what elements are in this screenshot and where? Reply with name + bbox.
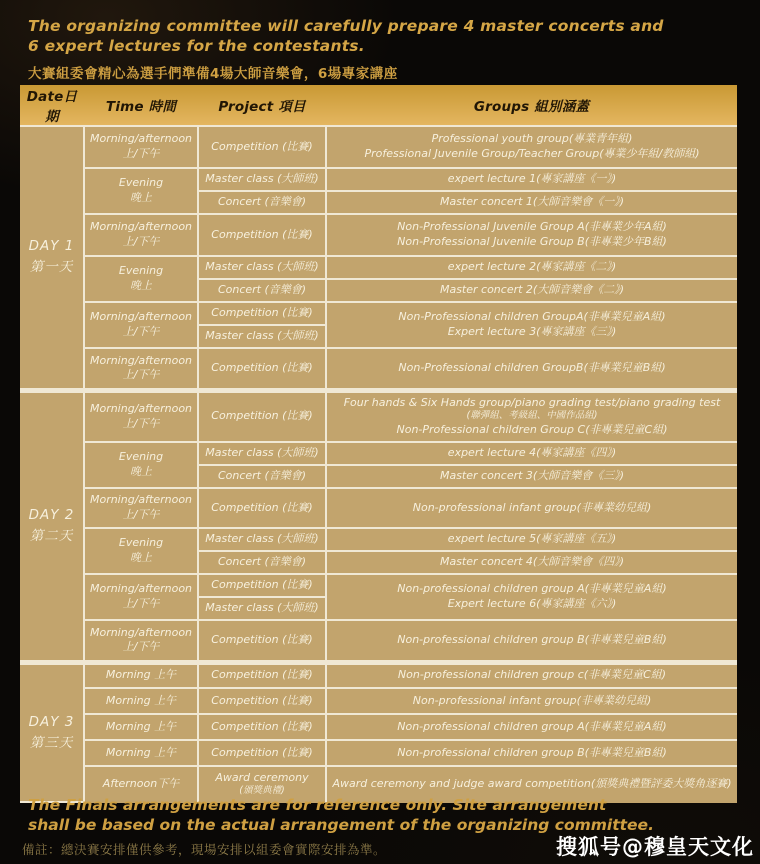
groups-cell: expert lecture 1(專家講座《一》) bbox=[326, 168, 737, 191]
day3-cell bbox=[20, 662, 84, 802]
project-cell: Competition (比賽) bbox=[198, 662, 326, 688]
footer-note-chinese: 備註：總決賽安排僅供參考，現場安排以組委會實際安排為準。 bbox=[22, 842, 387, 857]
day-label-zh: 第二天 bbox=[29, 528, 74, 544]
time-cell bbox=[84, 126, 198, 168]
page-title bbox=[28, 16, 664, 82]
groups-cell: Non-professional infant group(非專業幼兒組) bbox=[326, 688, 737, 714]
time-cell bbox=[84, 390, 198, 442]
cell-line: 上/下午 bbox=[122, 368, 160, 382]
project-cell: Competition (比賽) bbox=[198, 488, 326, 528]
cell-line: Evening bbox=[118, 176, 164, 190]
groups-cell: expert lecture 5(專家講座《五》) bbox=[326, 528, 737, 551]
cell-line: 上/下午 bbox=[122, 640, 160, 654]
groups-cell bbox=[326, 574, 737, 620]
header-row bbox=[20, 85, 737, 126]
groups-cell: Master concert 2(大師音樂會《二》) bbox=[326, 279, 737, 302]
groups-cell bbox=[326, 302, 737, 348]
groups-cell bbox=[326, 390, 737, 442]
cell-line: 上/下午 bbox=[122, 597, 160, 610]
cell-line: Morning/afternoon bbox=[89, 220, 193, 234]
time-cell bbox=[84, 488, 198, 528]
table-row bbox=[20, 574, 737, 597]
header-project: Project 項目 bbox=[198, 85, 326, 126]
day-label-en: DAY 1 bbox=[28, 238, 75, 255]
cell-line: Four hands & Six Hands group/piano grading test/piano grading test bbox=[343, 395, 721, 409]
title-english-line1: The organizing committee will carefully prepare 4 master concerts and bbox=[28, 17, 664, 35]
day-label-zh: 第一天 bbox=[29, 259, 74, 276]
table-row bbox=[20, 348, 737, 390]
day2-cell bbox=[20, 390, 84, 662]
cell-line: Professional youth group(專業青年組) bbox=[431, 132, 633, 146]
title-english-line2: 6 expert lectures for the contestants. bbox=[28, 37, 365, 55]
time-cell bbox=[84, 348, 198, 390]
project-cell: Competition (比賽) bbox=[198, 740, 326, 766]
day1-cell bbox=[20, 126, 84, 390]
time-cell bbox=[84, 168, 198, 214]
table-row bbox=[20, 620, 737, 662]
project-cell: Concert (音樂會) bbox=[198, 279, 326, 302]
project-cell: Competition (比賽) bbox=[198, 714, 326, 740]
project-cell: Competition (比賽) bbox=[198, 688, 326, 714]
cell-line: Morning/afternoon bbox=[89, 353, 193, 367]
project-cell: Concert (音樂會) bbox=[198, 465, 326, 488]
project-cell: Master class (大師班) bbox=[198, 256, 326, 279]
cell-line: Evening bbox=[118, 450, 164, 464]
groups-cell: expert lecture 2(專家講座《二》) bbox=[326, 256, 737, 279]
project-cell: Competition (比賽) bbox=[198, 574, 326, 597]
schedule-table-container bbox=[20, 85, 737, 803]
cell-line: 晚上 bbox=[130, 465, 152, 478]
groups-cell: Non-Professional children GroupB(非專業兒童B組) bbox=[326, 348, 737, 390]
cell-line: (頒獎典禮) bbox=[239, 785, 285, 797]
time-cell: Afternoon下午 bbox=[84, 766, 198, 802]
header-date: Date日期 bbox=[20, 85, 84, 126]
time-cell bbox=[84, 302, 198, 348]
table-row bbox=[20, 688, 737, 714]
time-cell: Morning 上午 bbox=[84, 714, 198, 740]
table-row bbox=[20, 442, 737, 465]
groups-cell: Non-professional children group c(非專業兒童C組) bbox=[326, 662, 737, 688]
time-cell bbox=[84, 574, 198, 620]
cell-line: Expert lecture 3(專家講座《三》) bbox=[447, 325, 617, 338]
project-cell: Competition (比賽) bbox=[198, 390, 326, 442]
table-row bbox=[20, 390, 737, 442]
cell-line: Expert lecture 6(專家講座《六》) bbox=[447, 597, 617, 610]
groups-cell: Master concert 3(大師音樂會《三》) bbox=[326, 465, 737, 488]
sohu-watermark: 搜狐号@穆皇天文化 bbox=[556, 835, 754, 859]
cell-line: Morning/afternoon bbox=[89, 310, 193, 324]
groups-cell: Non-professional children group A(非專業兒童A組) bbox=[326, 714, 737, 740]
table-row bbox=[20, 488, 737, 528]
cell-line: Non-Professional children Group C(非專業兒童C組) bbox=[396, 423, 668, 437]
cell-line: Professional Juvenile Group/Teacher Group(專業少年組/教師組) bbox=[364, 147, 700, 160]
day-label-en: DAY 3 bbox=[28, 713, 75, 730]
footer-english-line2: shall be based on the actual arrangement of the organizing committee. bbox=[28, 816, 654, 834]
cell-line: 晚上 bbox=[130, 279, 152, 292]
groups-cell: Non-professional children group B(非專業兒童B組) bbox=[326, 740, 737, 766]
table-row bbox=[20, 214, 737, 256]
time-cell: Morning 上午 bbox=[84, 688, 198, 714]
groups-cell bbox=[326, 214, 737, 256]
time-cell: Morning 上午 bbox=[84, 740, 198, 766]
cell-line: Non-Professional Juvenile Group B(非專業少年B組) bbox=[397, 235, 667, 248]
header-groups: Groups 組別涵蓋 bbox=[326, 85, 737, 126]
cell-line: 晚上 bbox=[130, 551, 152, 564]
table-row bbox=[20, 740, 737, 766]
time-cell bbox=[84, 528, 198, 574]
groups-cell: Master concert 1(大師音樂會《一》) bbox=[326, 191, 737, 214]
project-cell: Competition (比賽) bbox=[198, 302, 326, 325]
time-cell bbox=[84, 256, 198, 302]
cell-line: 上/下午 bbox=[122, 508, 160, 521]
cell-line: Morning/afternoon bbox=[89, 132, 193, 146]
project-cell: Concert (音樂會) bbox=[198, 551, 326, 574]
table-row bbox=[20, 256, 737, 279]
footer-english-line1: The Finals arrangements are for reference only. Site arrangement bbox=[28, 796, 607, 814]
groups-cell: Non-professional infant group(非專業幼兒組) bbox=[326, 488, 737, 528]
project-cell: Master class (大師班) bbox=[198, 442, 326, 465]
cell-line: 晚上 bbox=[130, 191, 152, 204]
cell-line: Evening bbox=[118, 264, 164, 278]
footer-note-english bbox=[28, 795, 654, 835]
schedule-table bbox=[20, 85, 737, 803]
table-row bbox=[20, 302, 737, 325]
project-cell: Master class (大師班) bbox=[198, 597, 326, 620]
cell-line: 上/下午 bbox=[122, 235, 160, 248]
cell-line: 上/下午 bbox=[122, 325, 160, 338]
cell-line: (聯彈組、考級組、中國作品組) bbox=[466, 410, 598, 422]
day-label-zh: 第三天 bbox=[29, 734, 74, 751]
cell-line: Morning/afternoon bbox=[89, 493, 193, 507]
table-row bbox=[20, 714, 737, 740]
project-cell: Competition (比賽) bbox=[198, 126, 326, 168]
table-row bbox=[20, 168, 737, 191]
project-cell: Competition (比賽) bbox=[198, 214, 326, 256]
time-cell bbox=[84, 442, 198, 488]
project-cell: Competition (比賽) bbox=[198, 348, 326, 390]
project-cell: Master class (大師班) bbox=[198, 325, 326, 348]
cell-line: Non-professional children group A(非專業兒童A組) bbox=[397, 582, 667, 596]
groups-cell bbox=[326, 126, 737, 168]
cell-line: 上/下午 bbox=[122, 416, 160, 430]
table-row bbox=[20, 662, 737, 688]
cell-line: Non-Professional children GroupA(非專業兒童A組) bbox=[398, 310, 666, 324]
header-time: Time 時間 bbox=[84, 85, 198, 126]
cell-line: Morning/afternoon bbox=[89, 625, 193, 639]
project-cell: Competition (比賽) bbox=[198, 620, 326, 662]
cell-line: Non-Professional Juvenile Group A(非專業少年A組) bbox=[397, 220, 667, 234]
title-chinese: 大賽組委會精心為選手們準備4場大師音樂會，6場專家講座 bbox=[28, 66, 398, 82]
cell-line: 上/下午 bbox=[122, 147, 160, 160]
table-row bbox=[20, 528, 737, 551]
day-label-en: DAY 2 bbox=[28, 507, 75, 524]
time-cell: Morning 上午 bbox=[84, 662, 198, 688]
groups-cell: Non-professional children group B(非專業兒童B組) bbox=[326, 620, 737, 662]
cell-line: Award ceremony bbox=[215, 770, 309, 784]
groups-cell: Award ceremony and judge award competition(頒獎典禮暨評委大獎角逐賽) bbox=[326, 766, 737, 802]
project-cell: Master class (大師班) bbox=[198, 528, 326, 551]
time-cell bbox=[84, 214, 198, 256]
groups-cell: expert lecture 4(專家講座《四》) bbox=[326, 442, 737, 465]
project-cell: Concert (音樂會) bbox=[198, 191, 326, 214]
time-cell bbox=[84, 620, 198, 662]
cell-line: Evening bbox=[118, 536, 164, 550]
cell-line: Morning/afternoon bbox=[89, 582, 193, 596]
cell-line: Morning/afternoon bbox=[89, 402, 193, 416]
table-row bbox=[20, 126, 737, 168]
project-cell: Master class (大師班) bbox=[198, 168, 326, 191]
groups-cell: Master concert 4(大師音樂會《四》) bbox=[326, 551, 737, 574]
